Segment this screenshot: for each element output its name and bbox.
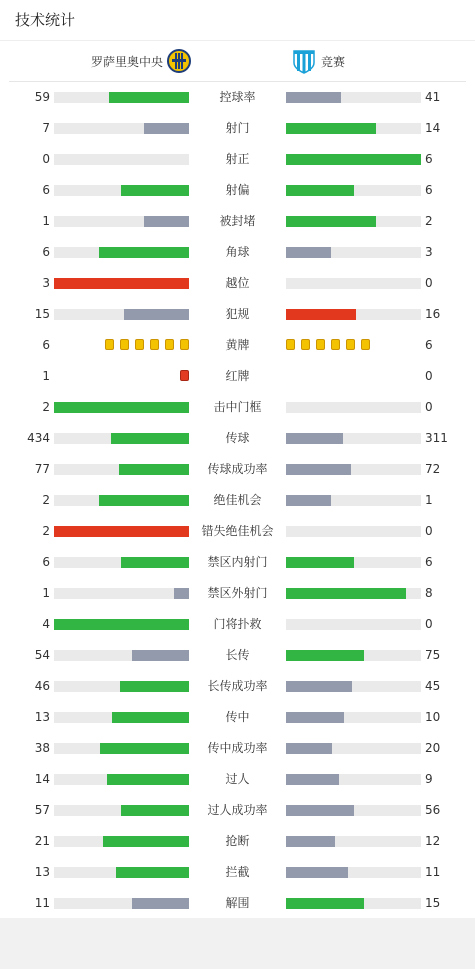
yellow-card-icon — [180, 339, 189, 350]
away-value: 8 — [425, 586, 433, 600]
yellow-card-icon — [165, 339, 174, 350]
home-value: 11 — [34, 896, 50, 910]
home-bar — [54, 278, 189, 289]
home-value: 54 — [34, 648, 50, 662]
home-value: 0 — [42, 152, 50, 166]
home-bar-track — [54, 588, 189, 599]
home-bar-track — [54, 495, 189, 506]
home-bar — [119, 464, 189, 475]
stat-label: 禁区外射门 — [207, 586, 268, 600]
home-value: 77 — [34, 462, 50, 476]
home-bar-track — [54, 433, 189, 444]
away-bar-track — [286, 526, 421, 537]
home-bar — [100, 743, 189, 754]
away-bar — [286, 774, 339, 785]
home-bar — [109, 92, 189, 103]
home-bar-track — [54, 278, 189, 289]
home-bar-track — [54, 185, 189, 196]
home-value: 2 — [42, 524, 50, 538]
stat-label: 错失绝佳机会 — [201, 524, 274, 538]
stat-label: 传球 — [225, 431, 250, 445]
home-bar — [103, 836, 189, 847]
stat-row — [0, 795, 475, 826]
stat-label: 过人成功率 — [207, 803, 268, 817]
away-bar-track — [286, 216, 421, 227]
stat-row — [0, 113, 475, 144]
home-bar — [144, 216, 189, 227]
away-bar-track — [286, 402, 421, 413]
home-bar-track — [54, 309, 189, 320]
away-value: 12 — [425, 834, 441, 848]
away-bar-track — [286, 464, 421, 475]
away-bar — [286, 805, 354, 816]
stat-label: 门将扑救 — [213, 617, 262, 631]
away-value: 10 — [425, 710, 441, 724]
home-bar-track — [54, 123, 189, 134]
away-value: 0 — [425, 369, 433, 383]
away-bar-track — [286, 898, 421, 909]
yellow-card-icon — [105, 339, 114, 350]
stat-row — [0, 175, 475, 206]
home-team-crest-icon — [167, 48, 191, 74]
home-bar — [174, 588, 189, 599]
stat-row — [0, 609, 475, 640]
stat-label: 犯规 — [225, 307, 250, 321]
away-bar-track — [286, 743, 421, 754]
away-bar-track — [286, 712, 421, 723]
away-value: 0 — [425, 400, 433, 414]
away-value: 1 — [425, 493, 433, 507]
away-team-name: 竞赛 — [321, 54, 346, 69]
home-bar-track — [54, 805, 189, 816]
home-bar-track — [54, 898, 189, 909]
away-value: 3 — [425, 245, 433, 259]
home-bar-track — [54, 216, 189, 227]
home-bar — [54, 402, 189, 413]
away-cards — [286, 339, 376, 350]
away-bar — [286, 247, 331, 258]
home-value: 1 — [42, 586, 50, 600]
home-bar — [54, 619, 189, 630]
stat-row — [0, 547, 475, 578]
home-value: 14 — [34, 772, 50, 786]
home-bar-track — [54, 774, 189, 785]
stat-row — [0, 485, 475, 516]
home-value: 1 — [42, 369, 50, 383]
yellow-card-icon — [346, 339, 355, 350]
away-value: 6 — [425, 555, 433, 569]
away-value: 9 — [425, 772, 433, 786]
stat-label: 越位 — [225, 276, 250, 290]
away-value: 72 — [425, 462, 441, 476]
away-value: 14 — [425, 121, 441, 135]
stat-row — [0, 237, 475, 268]
stat-label: 长传成功率 — [207, 679, 268, 693]
home-bar-track — [54, 464, 189, 475]
away-value: 16 — [425, 307, 441, 321]
home-bar — [112, 712, 189, 723]
away-bar — [286, 557, 354, 568]
away-value: 11 — [425, 865, 441, 879]
stat-row — [0, 82, 475, 113]
away-value: 0 — [425, 617, 433, 631]
away-bar — [286, 495, 331, 506]
home-bar-track — [54, 247, 189, 258]
home-value: 15 — [34, 307, 50, 321]
home-bar-track — [54, 836, 189, 847]
home-cards — [174, 370, 189, 381]
home-bar — [116, 867, 189, 878]
home-bar-track — [54, 402, 189, 413]
away-value: 6 — [425, 152, 433, 166]
stat-label: 解围 — [225, 896, 250, 910]
stat-label: 红牌 — [225, 369, 250, 383]
stat-label: 传中成功率 — [207, 741, 268, 755]
home-value: 38 — [34, 741, 50, 755]
page-title: 技术统计 — [0, 0, 475, 41]
stat-row — [0, 702, 475, 733]
away-bar-track — [286, 278, 421, 289]
away-bar — [286, 154, 421, 165]
stat-label: 拦截 — [225, 865, 250, 879]
stat-row — [0, 361, 475, 392]
away-bar — [286, 743, 332, 754]
home-value: 57 — [34, 803, 50, 817]
home-bar — [120, 681, 189, 692]
away-value: 311 — [425, 431, 448, 445]
away-bar — [286, 681, 352, 692]
stat-row — [0, 888, 475, 919]
yellow-card-icon — [286, 339, 295, 350]
stat-label: 击中门框 — [213, 400, 262, 414]
stat-label: 射门 — [225, 121, 250, 135]
away-bar-track — [286, 92, 421, 103]
home-bar — [111, 433, 189, 444]
stat-row — [0, 640, 475, 671]
away-value: 15 — [425, 896, 441, 910]
home-value: 6 — [42, 338, 50, 352]
away-value: 45 — [425, 679, 441, 693]
home-bar — [121, 805, 189, 816]
stat-label: 过人 — [225, 772, 250, 786]
yellow-card-icon — [135, 339, 144, 350]
stat-row — [0, 826, 475, 857]
away-bar — [286, 650, 364, 661]
home-bar — [132, 898, 189, 909]
home-team-name: 罗萨里奥中央 — [90, 54, 163, 69]
home-bar — [54, 526, 189, 537]
stat-row — [0, 330, 475, 361]
away-value: 41 — [425, 90, 441, 104]
stat-row — [0, 516, 475, 547]
away-bar — [286, 309, 356, 320]
teams-header — [9, 41, 466, 82]
stat-label: 禁区内射门 — [207, 555, 268, 569]
away-bar-track — [286, 154, 421, 165]
home-bar — [99, 495, 189, 506]
home-value: 21 — [34, 834, 50, 848]
away-bar-track — [286, 681, 421, 692]
home-value: 13 — [34, 710, 50, 724]
away-bar — [286, 588, 406, 599]
away-bar-track — [286, 247, 421, 258]
home-value: 6 — [42, 245, 50, 259]
home-bar — [121, 185, 189, 196]
stat-label: 传中 — [225, 710, 250, 724]
home-value: 7 — [42, 121, 50, 135]
home-value: 434 — [27, 431, 50, 445]
away-team[interactable] — [292, 48, 345, 74]
away-bar — [286, 216, 376, 227]
home-bar — [132, 650, 189, 661]
yellow-card-icon — [331, 339, 340, 350]
home-value: 59 — [34, 90, 50, 104]
stat-row — [0, 144, 475, 175]
home-bar-track — [54, 681, 189, 692]
away-team-crest-icon — [292, 48, 316, 74]
away-bar — [286, 836, 335, 847]
home-team[interactable] — [91, 48, 191, 74]
home-value: 1 — [42, 214, 50, 228]
home-bar-track — [54, 867, 189, 878]
home-bar — [107, 774, 189, 785]
stats-list — [0, 82, 475, 919]
home-cards — [99, 339, 189, 350]
away-bar-track — [286, 805, 421, 816]
away-bar-track — [286, 619, 421, 630]
stat-row — [0, 268, 475, 299]
stat-row — [0, 423, 475, 454]
stat-row — [0, 857, 475, 888]
home-value: 4 — [42, 617, 50, 631]
home-bar-track — [54, 557, 189, 568]
home-bar — [99, 247, 189, 258]
red-card-icon — [180, 370, 189, 381]
stat-row — [0, 299, 475, 330]
stat-row — [0, 733, 475, 764]
away-value: 20 — [425, 741, 441, 755]
home-bar-track — [54, 619, 189, 630]
away-value: 2 — [425, 214, 433, 228]
home-value: 3 — [42, 276, 50, 290]
home-value: 6 — [42, 183, 50, 197]
away-bar — [286, 712, 344, 723]
away-bar-track — [286, 836, 421, 847]
home-value: 2 — [42, 493, 50, 507]
away-bar-track — [286, 123, 421, 134]
stat-label: 被封堵 — [219, 214, 256, 228]
home-bar — [121, 557, 189, 568]
away-bar — [286, 433, 343, 444]
stat-row — [0, 392, 475, 423]
home-value: 46 — [34, 679, 50, 693]
stat-label: 黄牌 — [225, 338, 250, 352]
stat-label: 射偏 — [225, 183, 250, 197]
stat-row — [0, 764, 475, 795]
home-value: 13 — [34, 865, 50, 879]
yellow-card-icon — [301, 339, 310, 350]
away-value: 0 — [425, 276, 433, 290]
home-bar-track — [54, 154, 189, 165]
stat-label: 传球成功率 — [207, 462, 268, 476]
stat-label: 控球率 — [219, 90, 256, 104]
home-value: 2 — [42, 400, 50, 414]
home-value: 6 — [42, 555, 50, 569]
away-value: 56 — [425, 803, 441, 817]
away-bar-track — [286, 495, 421, 506]
away-bar — [286, 867, 348, 878]
away-bar — [286, 92, 341, 103]
home-bar-track — [54, 526, 189, 537]
away-bar — [286, 185, 354, 196]
home-bar-track — [54, 743, 189, 754]
stat-label: 射正 — [225, 152, 250, 166]
stat-label: 绝佳机会 — [213, 493, 262, 507]
away-bar-track — [286, 185, 421, 196]
away-bar-track — [286, 867, 421, 878]
home-bar — [144, 123, 189, 134]
home-bar-track — [54, 712, 189, 723]
yellow-card-icon — [120, 339, 129, 350]
away-bar-track — [286, 309, 421, 320]
away-value: 6 — [425, 183, 433, 197]
away-value: 75 — [425, 648, 441, 662]
away-value: 0 — [425, 524, 433, 538]
away-bar — [286, 123, 376, 134]
home-bar-track — [54, 92, 189, 103]
stat-label: 角球 — [225, 245, 250, 259]
away-bar-track — [286, 557, 421, 568]
away-bar-track — [286, 650, 421, 661]
away-value: 6 — [425, 338, 433, 352]
home-bar — [124, 309, 189, 320]
stat-row — [0, 671, 475, 702]
away-bar-track — [286, 774, 421, 785]
away-bar-track — [286, 588, 421, 599]
stat-label: 抢断 — [225, 834, 250, 848]
stat-row — [0, 578, 475, 609]
stat-label: 长传 — [225, 648, 250, 662]
away-bar-track — [286, 433, 421, 444]
yellow-card-icon — [361, 339, 370, 350]
stat-row — [0, 206, 475, 237]
home-bar-track — [54, 650, 189, 661]
away-bar — [286, 898, 364, 909]
yellow-card-icon — [316, 339, 325, 350]
yellow-card-icon — [150, 339, 159, 350]
stat-row — [0, 454, 475, 485]
away-bar — [286, 464, 351, 475]
